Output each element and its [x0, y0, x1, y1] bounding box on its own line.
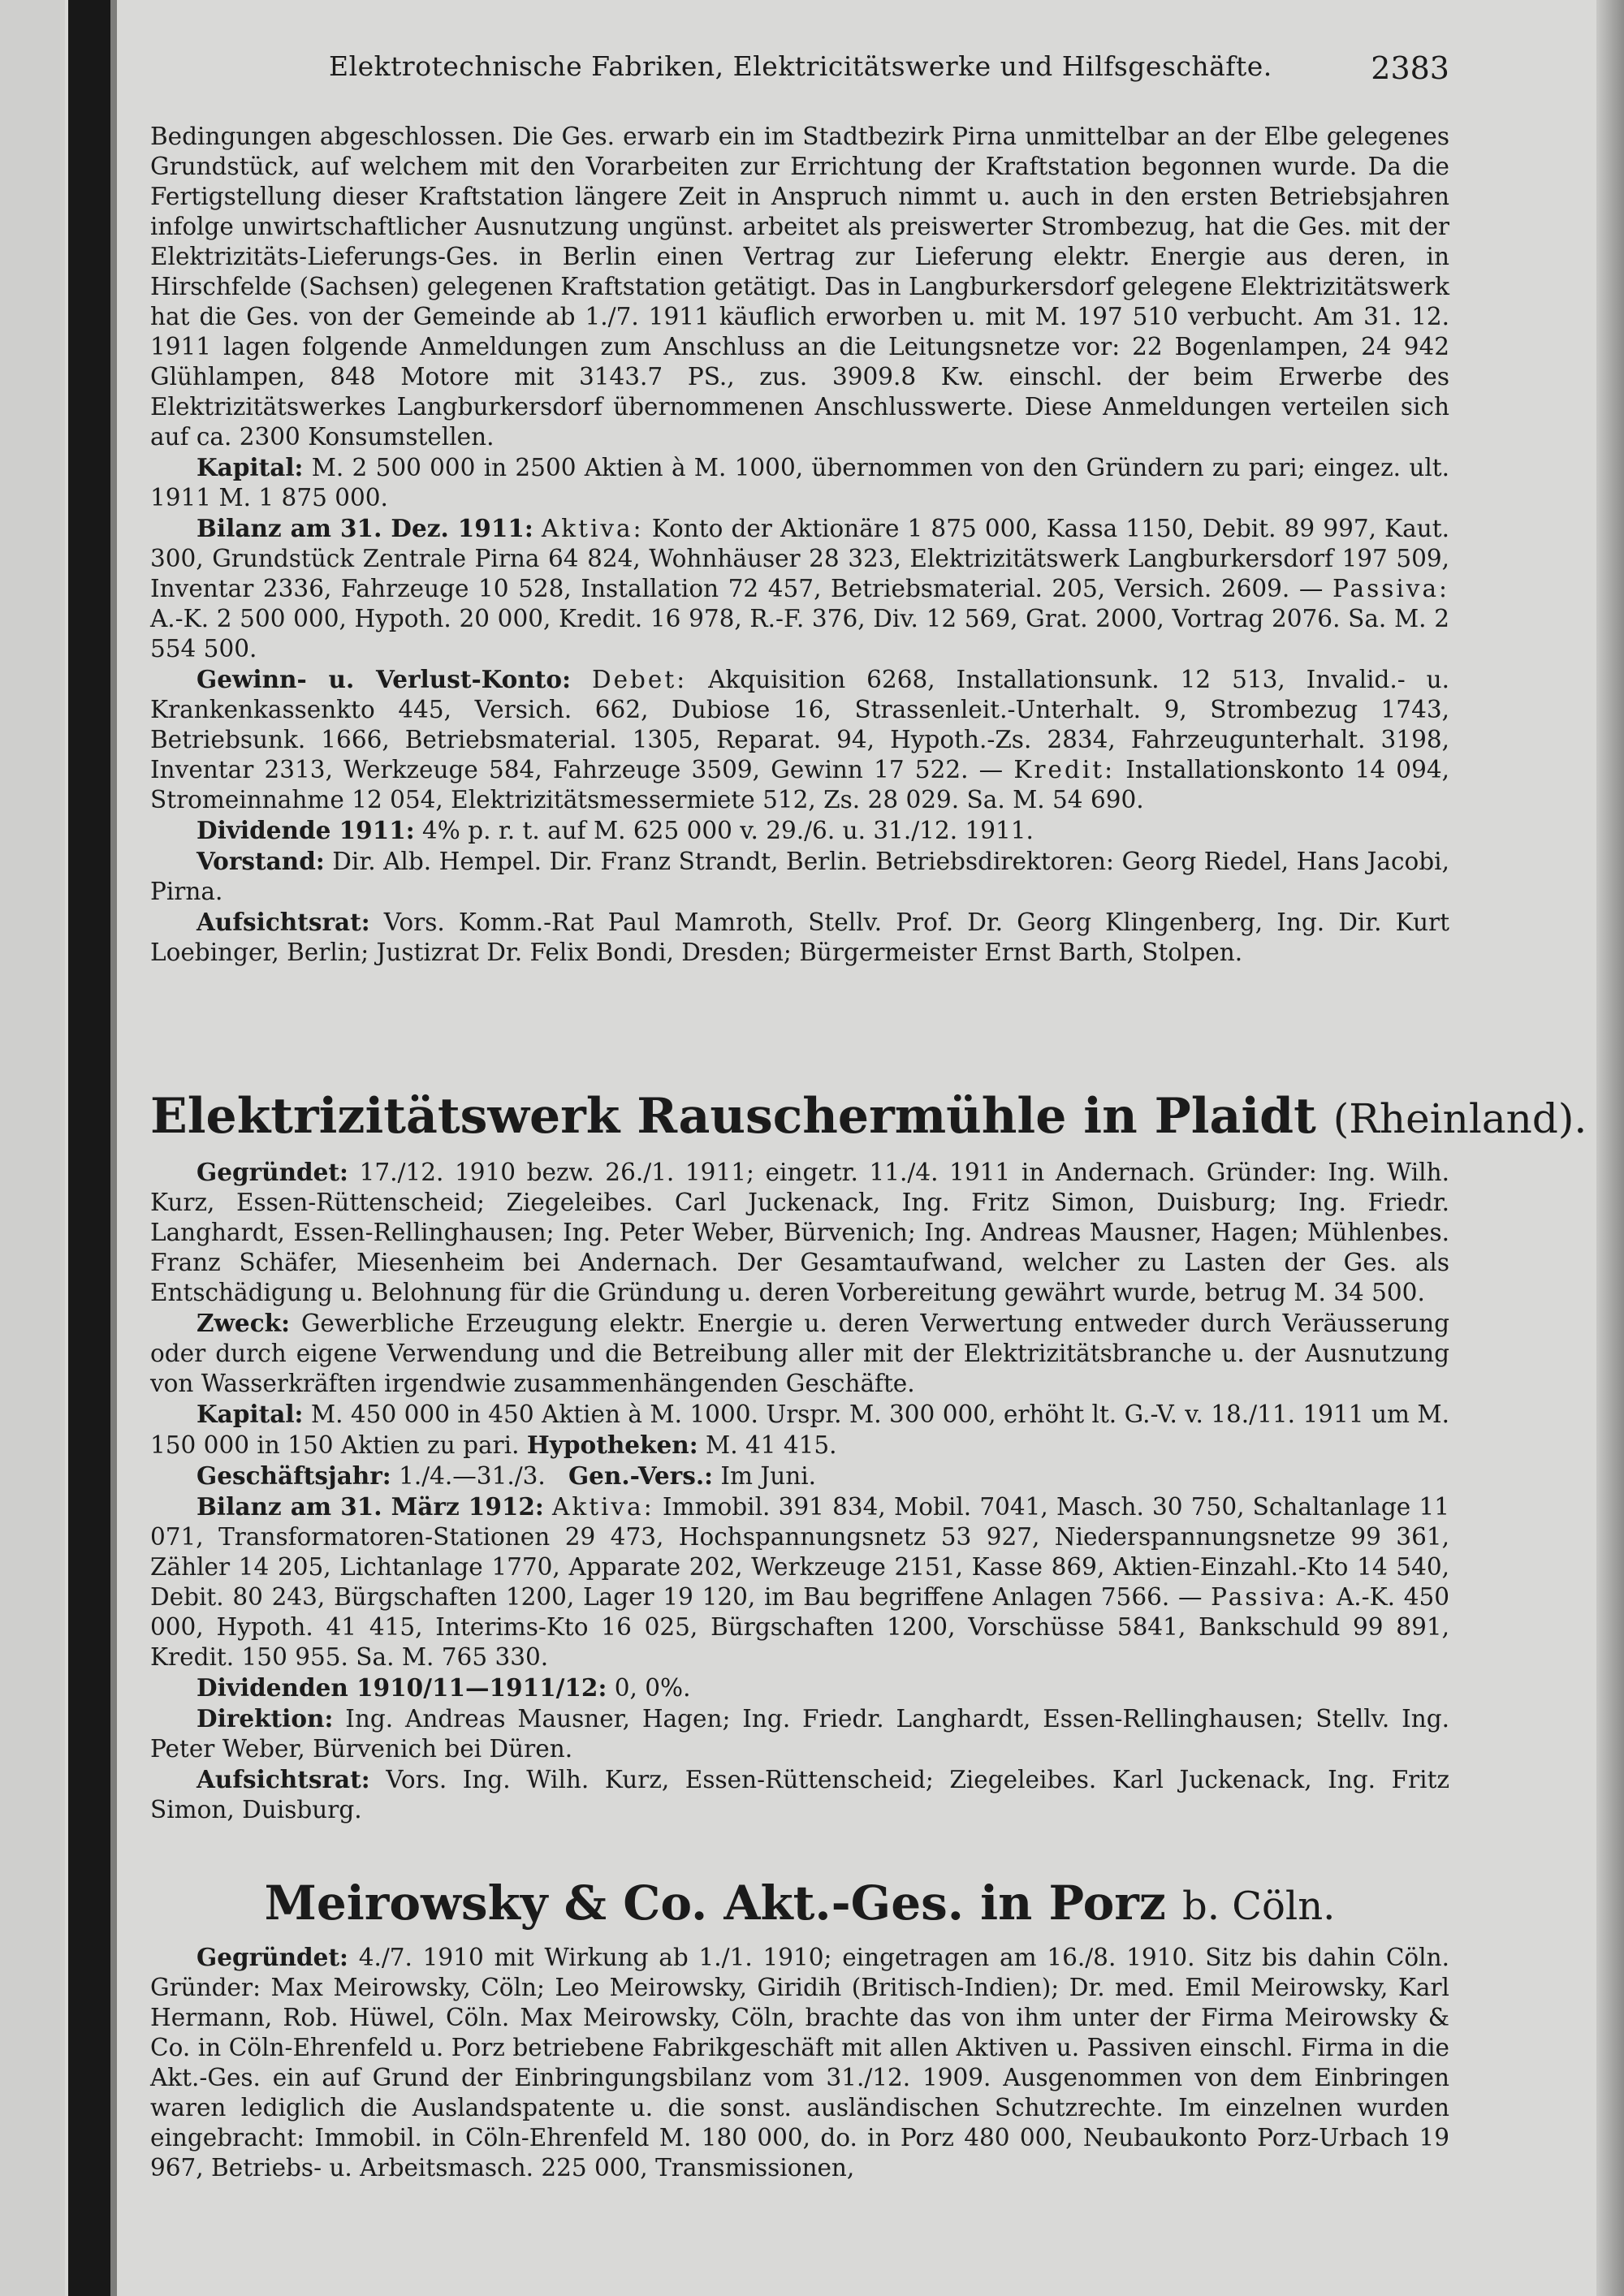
pirna-kapital-text: M. 2 500 000 in 2500 Aktien à M. 1000, übernommen von den Gründern zu pari; eingez. ult. 1911 M. 1 875 000. [150, 454, 1449, 511]
pirna-aufsichtsrat-text: Vors. Komm.-Rat Paul Mamroth, Stellv. Prof. Dr. Georg Klingenberg, Ing. Dir. Kurt Loebinger, Berlin; Justizrat Dr. Felix Bondi, Dresden; Bürgermeister Ernst Barth, Stolpen. [150, 908, 1449, 966]
meirowsky-heading-location: b. Cöln. [1181, 1884, 1336, 1929]
meirowsky-gegruendet [150, 1942, 1449, 2183]
plaidt-gegruendet [150, 1157, 1449, 1308]
plaidt-aufsichtsrat [150, 1764, 1449, 1825]
pirna-guv-label: Gewinn- u. Verlust-Konto: [197, 665, 571, 693]
pirna-kredit-word: Kredit: [1013, 756, 1116, 783]
plaidt-heading-location: (Rheinland). [1332, 1095, 1587, 1142]
pirna-bilanz-label: Bilanz am 31. Dez. 1911: [197, 514, 533, 542]
running-header [150, 50, 1449, 91]
pirna-vorstand [150, 846, 1449, 907]
pirna-dividende [150, 815, 1449, 846]
plaidt-passiva-word: Passiva: [1211, 1583, 1328, 1611]
adjacent-page-margin [0, 0, 65, 2296]
plaidt-heading-main: Elektrizitätswerk Rauschermühle in Plaidt [150, 1088, 1316, 1145]
plaidt-geschaeftsjahr-text: 1./4.—31./3. [399, 1462, 546, 1490]
pirna-aktiva-word: Aktiva: [541, 515, 644, 542]
meirowsky-heading-main: Meirowsky & Co. Akt.-Ges. in Porz [264, 1875, 1166, 1931]
plaidt-bilanz-passiva: A.-K. 450 000, Hypoth. 41 415, Interims-Kto 16 025, Bürgschaften 1200, Vorschüsse 5841, Bankschuld 99 891, Kredit. 150 955. Sa. M. 765 330. [150, 1583, 1450, 1671]
plaidt-bilanz-aktiva: Immobil. 391 834, Mobil. 7041, Masch. 30 750, Schaltanlage 11 071, Transformatoren-Stationen 29 473, Hochspannungsnetz 53 927, Niederspannungsnetze 99 361, Zähler 14 205, Lichtanlage 1770, Apparate 202, Werkzeuge 2151, Kasse 869, Aktien-Einzahl.-Kto 14 540, Debit. 80 243, Bürgschaften 1200, Lager 19 120, im Bau begriffene Anlagen 7566. — [150, 1493, 1449, 1611]
pirna-guv [150, 664, 1449, 815]
plaidt-heading [150, 1088, 1587, 1145]
plaidt-hypotheken-label: Hypotheken: [526, 1431, 698, 1459]
pirna-bilanz-aktiva: Konto der Aktionäre 1 875 000, Kassa 1150, Debit. 89 997, Kaut. 300, Grundstück Zentrale Pirna 64 824, Wohnhäuser 28 323, Elektrizitätswerk Langburkersdorf 197 509, Inventar 2336, Fahrzeuge 10 528, Installation 72 457, Betriebsmaterial. 205, Versich. 2609. — [150, 515, 1449, 602]
plaidt-bilanz-label: Bilanz am 31. März 1912: [197, 1492, 544, 1521]
plaidt-aufsichtsrat-text: Vors. Ing. Wilh. Kurz, Essen-Rüttenscheid; Ziegeleibes. Karl Juckenack, Ing. Fritz Simon, Duisburg. [150, 1766, 1449, 1823]
book-spine-edge [110, 0, 117, 2296]
plaidt-zweck [150, 1308, 1449, 1399]
plaidt-kapital [150, 1399, 1449, 1461]
company-plaidt-entry [150, 1157, 1449, 1825]
pirna-guv-kredit: Installationskonto 14 094, Stromeinnahme 12 054, Elektrizitätsmessermiete 512, Zs. 28 029. Sa. M. 54 690. [150, 756, 1449, 814]
plaidt-kapital-text: M. 450 000 in 450 Aktien à M. 1000. Urspr. M. 300 000, erhöht lt. G.-V. v. 18./11. 1911 um M. 150 000 in 150 Aktien zu pari. [150, 1400, 1449, 1459]
page-edge-shadow [1596, 0, 1624, 2296]
plaidt-zweck-text: Gewerbliche Erzeugung elektr. Energie u. deren Verwertung entweder durch Veräusserung oder durch eigene Verwendung und die Betreibung aller mit der Elektrizitätsbranche u. der Ausnutzung von Wasserkräften irgendwie zusammenhängenden Geschäfte. [150, 1310, 1449, 1397]
page-number: 2383 [1371, 50, 1449, 86]
pirna-kapital-label: Kapital: [197, 453, 304, 481]
plaidt-zweck-label: Zweck: [197, 1309, 290, 1337]
plaidt-geschaeftsjahr [150, 1461, 1449, 1491]
plaidt-direktion-text: Ing. Andreas Mausner, Hagen; Ing. Friedr. Langhardt, Essen-Rellinghausen; Stellv. Ing. Peter Weber, Bürvenich bei Düren. [150, 1705, 1449, 1763]
pirna-dividende-label: Dividende 1911: [197, 816, 415, 844]
pirna-vorstand-label: Vorstand: [197, 847, 325, 875]
plaidt-aktiva-word: Aktiva: [552, 1493, 654, 1521]
plaidt-gegruendet-text: 17./12. 1910 bezw. 26./1. 1911; eingetr. 11./4. 1911 in Andernach. Gründer: Ing. Wilh. Kurz, Essen-Rüttenscheid; Ziegeleibes. Carl Juckenack, Ing. Fritz Simon, Duisburg; Ing. Friedr. Langhardt, Essen-Rellinghausen; Ing. Peter Weber, Bürvenich; Ing. Andreas Mausner, Hagen; Mühlenbes. Franz Schäfer, Miesenheim bei Andernach. Der Gesamtaufwand, welcher zu Lasten der Ges. als Entschädigung u. Belohnung für die Gründung u. deren Vorbereitung gewährt wurde, betrug M. 34 500. [150, 1159, 1449, 1306]
meirowsky-gegruendet-label: Gegründet: [197, 1943, 348, 1971]
plaidt-hypotheken-text: M. 41 415. [705, 1431, 837, 1459]
pirna-debet-word: Debet: [591, 666, 688, 693]
plaidt-dividenden [150, 1672, 1449, 1703]
pirna-aufsichtsrat [150, 907, 1449, 968]
plaidt-geschaeftsjahr-label: Geschäftsjahr: [197, 1461, 391, 1490]
plaidt-dividenden-text: 0, 0%. [614, 1674, 691, 1702]
plaidt-bilanz [150, 1491, 1449, 1672]
pirna-bilanz [150, 513, 1449, 664]
pirna-passiva-word: Passiva: [1332, 575, 1449, 602]
plaidt-direktion-label: Direktion: [197, 1704, 334, 1733]
pirna-intro-paragraph: Bedingungen abgeschlossen. Die Ges. erwarb ein im Stadtbezirk Pirna unmittelbar an der Elbe gelegenes Grundstück, auf welchem mit den Vorarbeiten zur Errichtung der Kraftstation begonnen wurde. Da die Fertigstellung dieser Kraftstation längere Zeit in Anspruch nimmt u. auch in den ersten Betriebsjahren infolge unwirtschaftlicher Ausnutzung ungünst. arbeitet als preiswerter Strombezug, hat die Ges. mit der Elektrizitäts-Lieferungs-Ges. in Berlin einen Vertrag zur Lieferung elektr. Energie aus deren, in Hirschfelde (Sachsen) gelegenen Kraftstation getätigt. Das in Langburkersdorf gelegene Elektrizitätswerk hat die Ges. von der Gemeinde ab 1./7. 1911 käuflich erworben u. mit M. 197 510 verbucht. Am 31. 12. 1911 lagen folgende Anmeldungen zum Anschluss an die Leitungsnetze vor: 22 Bogenlampen, 24 942 Glühlampen, 848 Motore mit 3143.7 PS., zus. 3909.8 Kw. einschl. der beim Erwerbe des Elektrizitätswerkes Langburkersdorf übernommenen Anschlusswerte. Diese Anmeldungen verteilen sich auf ca. 2300 Konsumstellen. [150, 123, 1449, 451]
pirna-kapital [150, 452, 1449, 513]
running-title: Elektrotechnische Fabriken, Elektricitätswerke und Hilfsgeschäfte. [329, 50, 1272, 82]
pirna-aufsichtsrat-label: Aufsichtsrat: [197, 908, 370, 936]
plaidt-dividenden-label: Dividenden 1910/11—1911/12: [197, 1673, 607, 1702]
company-pirna-entry [150, 122, 1449, 968]
plaidt-direktion [150, 1703, 1449, 1764]
plaidt-genvers-label: Gen.-Vers.: [568, 1461, 713, 1490]
meirowsky-heading [150, 1875, 1449, 1931]
pirna-bilanz-passiva: A.-K. 2 500 000, Hypoth. 20 000, Kredit. 16 978, R.-F. 376, Div. 12 569, Grat. 2000, Vortrag 2076. Sa. M. 2 554 500. [150, 605, 1449, 662]
plaidt-gegruendet-label: Gegründet: [197, 1158, 348, 1186]
document-page [150, 0, 1587, 2296]
meirowsky-gegruendet-text: 4./7. 1910 mit Wirkung ab 1./1. 1910; eingetragen am 16./8. 1910. Sitz bis dahin Cöln. Gründer: Max Meirowsky, Cöln; Leo Meirowsky, Giridih (Britisch-Indien); Dr. med. Emil Meirowsky, Karl Hermann, Rob. Hüwel, Cöln. Max Meirowsky, Cöln, brachte das von ihm unter der Firma Meirowsky & Co. in Cöln-Ehrenfeld u. Porz betriebene Fabrikgeschäft mit allen Aktiven u. Passiven einschl. Firma in die Akt.-Ges. ein auf Grund der Einbringungsbilanz vom 31./12. 1909. Ausgenommen von dem Einbringen waren lediglich die Auslandspatente u. die sonst. ausländischen Schutzrechte. Im einzelnen wurden eingebracht: Immobil. in Cöln-Ehrenfeld M. 180 000, do. in Porz 480 000, Neubaukonto Porz-Urbach 19 967, Betriebs- u. Arbeitsmasch. 225 000, Transmissionen, [150, 1944, 1449, 2182]
book-spine [68, 0, 110, 2296]
pirna-vorstand-text: Dir. Alb. Hempel. Dir. Franz Strandt, Berlin. Betriebsdirektoren: Georg Riedel, Hans Jacobi, Pirna. [150, 848, 1449, 905]
plaidt-genvers-text: Im Juni. [720, 1462, 817, 1490]
company-meirowsky-entry [150, 1942, 1449, 2183]
plaidt-aufsichtsrat-label: Aufsichtsrat: [197, 1765, 370, 1793]
pirna-dividende-text: 4% p. r. t. auf M. 625 000 v. 29./6. u. 31./12. 1911. [422, 817, 1034, 844]
pirna-guv-debet: Akquisition 6268, Installationsunk. 12 513, Invalid.- u. Krankenkassenkto 445, Versich. 662, Dubiose 16, Strassenleit.-Unterhalt. 9, Strombezug 1743, Betriebsunk. 1666, Betriebsmaterial. 1305, Reparat. 94, Hypoth.-Zs. 2834, Fahrzeugunterhalt. 3198, Inventar 2313, Werkzeuge 584, Fahrzeuge 3509, Gewinn 17 522. — [150, 666, 1449, 783]
plaidt-kapital-label: Kapital: [197, 1400, 304, 1428]
